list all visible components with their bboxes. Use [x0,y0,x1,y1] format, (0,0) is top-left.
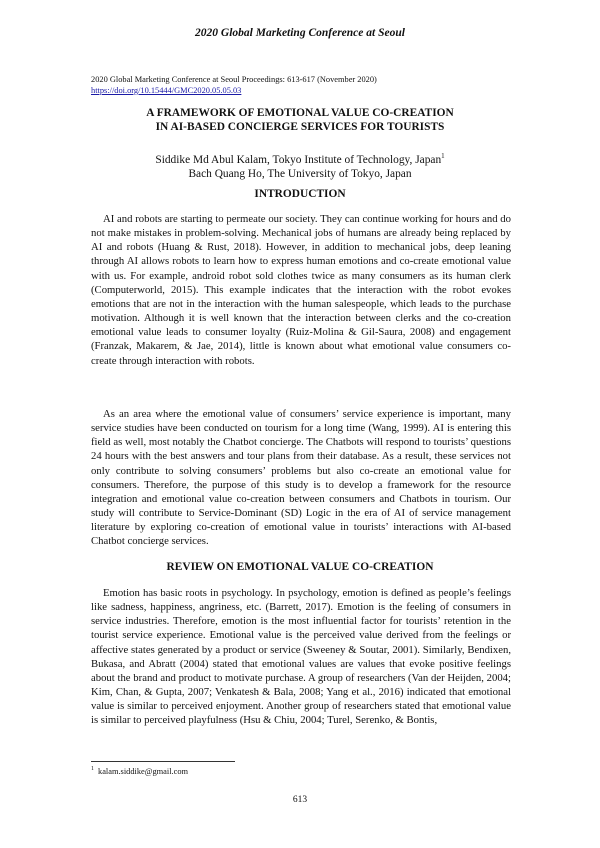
footnote [91,766,188,776]
heading-review: REVIEW ON EMOTIONAL VALUE CO-CREATION [166,561,434,573]
intro-paragraph-2: As an area where the emotional value of consumers’ service experience is important, many service studies have been conducted on tourism for a long time (Wang, 1999). AI is entering this field as well, most notably the Chatbot concierge. The Chatbots will respond to tourists’ questions 24 hours with the best answers and tour plans from their database. As a result, these services not only contribute to solving consumers’ problems but also co-create an emotional value for consumers. Therefore, the purpose of this study is to develop a framework for the resource integration and emotional value co-creation between consumers and Chatbots in tourism. Our study will contribute to Service-Dominant (SD) Logic in the era of AI of service management literature by exploring co-creation of emotional value in tourists’ interactions with AI-based Chatbot concierge services. [91,408,511,548]
proceedings-info [91,74,377,96]
author-1-text: Siddike Md Abul Kalam, Tokyo Institute of Technology, Japan [155,153,442,166]
proceedings-line: 2020 Global Marketing Conference at Seoul Proceedings: 613-617 (November 2020) [91,75,377,84]
footnote-mark: 1 [91,766,94,772]
author-block [0,149,600,181]
intro-paragraph-1: AI and robots are starting to permeate our society. They can continue working for hours and do not make mistakes in problem-solving. Mechanical jobs of humans are already being replaced by AI and robots (Huang & Rust, 2018). However, in addition to mechanical jobs, deep leaning through AI allows robots to learn how to express human emotions and co-create emotional value with us. For example, android robot sold clothes twice as many consumers as its human clerk (Computerworld, 2015). This example indicates that the interaction with the robot evokes emotions that are not in the interaction with the human salespeople, which leads to the purchase motivation. Although it is well known that the interaction between clerks and the co-creation emotional value leads to consumer loyalty (Ruiz-Molina & Gil-Saura, 2008) and engagement (Franzak, Makarem, & Jae, 2014), little is known about what emotional value consumers co-create through interaction with robots. [91,213,511,367]
review-paragraph-1: Emotion has basic roots in psychology. In psychology, emotion is defined as people’s feelings like sadness, happiness, angriness, etc. (Barrett, 2017). Emotion is the feeling of consumers in service industries. Therefore, emotion is the most influential factor for tourists’ retention in the tourist service experience. Emotional value is the perceived value derived from the feelings or affective states generated by a product or service (Sweeney & Soutar, 2001). Similarly, Bendixen, Bukasa, and Abratt (2004) stated that emotional values are values that evoke positive feelings about the brand and product to motivate purchase. A group of researchers (Van der Heijden, 2004; Kim, Chan, & Gupta, 2007; Venkatesh & Bala, 2008; Yang et al., 2016) indicated that emotional value is similar to perceived enjoyment. Another group of researchers stated that emotional value is similar to perceived playfulness (Hsu & Chiu, 2004; Turel, Serenko, & Bontis, [91,587,511,727]
footnote-email: kalam.siddike@gmail.com [98,766,189,776]
running-header: 2020 Global Marketing Conference at Seoul [195,27,405,39]
title-line-2: IN AI-BASED CONCIERGE SERVICES FOR TOURISTS [155,121,445,133]
paper-title [0,106,600,134]
author-2: Bach Quang Ho, The University of Tokyo, Japan [188,167,412,180]
footnote-divider [91,761,235,762]
author-1-footnote-mark: 1 [441,152,445,160]
title-line-1: A FRAMEWORK OF EMOTIONAL VALUE CO-CREATION [146,107,454,119]
page-number: 613 [292,795,308,805]
doi-link[interactable]: https://doi.org/10.15444/GMC2020.05.05.03 [91,86,242,95]
heading-introduction: INTRODUCTION [254,188,346,200]
author-1 [0,149,600,167]
